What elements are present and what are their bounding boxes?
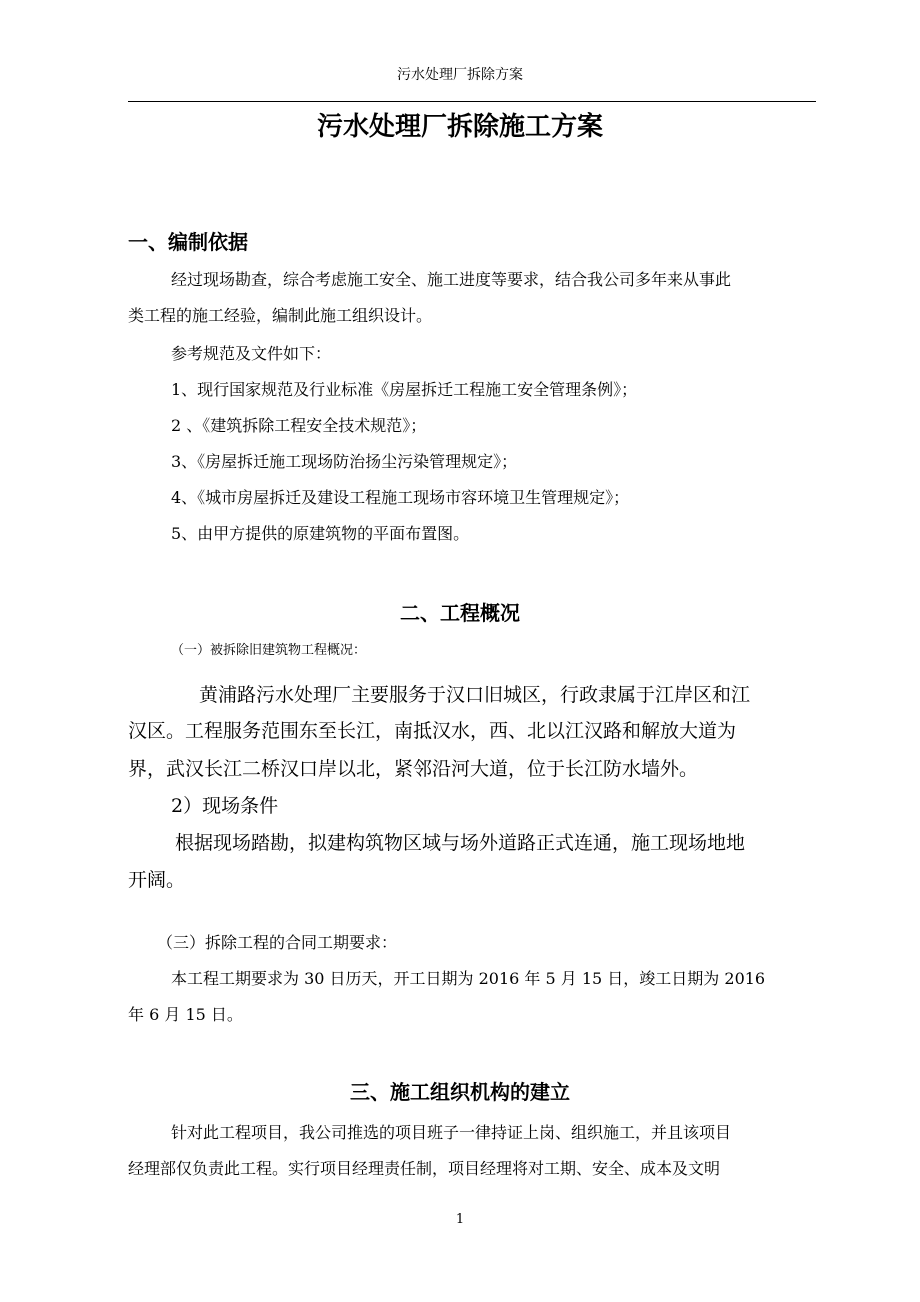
paragraph-line: 类工程的施工经验，编制此施工组织设计。 — [128, 306, 433, 325]
document-title: 污水处理厂拆除施工方案 — [316, 112, 603, 142]
paragraph-line: 针对此工程项目，我公司推选的项目班子一律持证上岗、组织施工，并且该项目 — [171, 1123, 732, 1142]
reference-intro: 参考规范及文件如下： — [171, 344, 332, 363]
reference-item: 1、现行国家规范及行业标准《房屋拆迁工程施工安全管理条例》； — [171, 380, 638, 399]
page-number: 1 — [455, 1212, 465, 1227]
subsection-heading: （一）被拆除旧建筑物工程概况： — [171, 643, 367, 658]
paragraph-line: 黄浦路污水处理厂主要服务于汉口旧城区，行政隶属于江岸区和江 — [199, 684, 751, 706]
paragraph-line: 根据现场踏勘，拟建构筑物区域与场外道路正式连通，施工现场地地 — [175, 832, 746, 854]
header-divider — [128, 101, 816, 102]
reference-item: 2 、《建筑拆除工程安全技术规范》； — [171, 416, 427, 435]
paragraph-line: 年 6 月 15 日。 — [128, 1005, 243, 1024]
subsection-heading: 2）现场条件 — [171, 795, 279, 817]
paragraph-line: 开阔。 — [128, 869, 186, 891]
running-header-title: 污水处理厂拆除方案 — [397, 67, 523, 83]
section-heading-3: 三、施工组织机构的建立 — [350, 1080, 570, 1104]
paragraph-line: 经过现场勘查，综合考虑施工安全、施工进度等要求，结合我公司多年来从事此 — [171, 270, 732, 289]
reference-item: 5、由甲方提供的原建筑物的平面布置图。 — [171, 524, 470, 543]
paragraph-line: 汉区。工程服务范围东至长江，南抵汉水，西、北以江汉路和解放大道为 — [128, 720, 737, 742]
paragraph-line: 本工程工期要求为 30 日历天，开工日期为 2016 年 5 月 15 日，竣工日期为 2016 — [171, 969, 766, 988]
section-heading-1: 一、编制依据 — [128, 230, 248, 254]
reference-item: 3、《房屋拆迁施工现场防治扬尘污染管理规定》； — [171, 452, 518, 471]
paragraph-line: 经理部仅负责此工程。实行项目经理责任制，项目经理将对工期、安全、成本及文明 — [128, 1159, 721, 1178]
paragraph-line: 界，武汉长江二桥汉口岸以北，紧邻沿河大道，位于长江防水墙外。 — [128, 758, 699, 780]
section-heading-2: 二、工程概况 — [400, 601, 520, 625]
subsection-heading: （三）拆除工程的合同工期要求： — [157, 933, 398, 952]
reference-item: 4、《城市房屋拆迁及建设工程施工现场市容环境卫生管理规定》； — [171, 488, 630, 507]
